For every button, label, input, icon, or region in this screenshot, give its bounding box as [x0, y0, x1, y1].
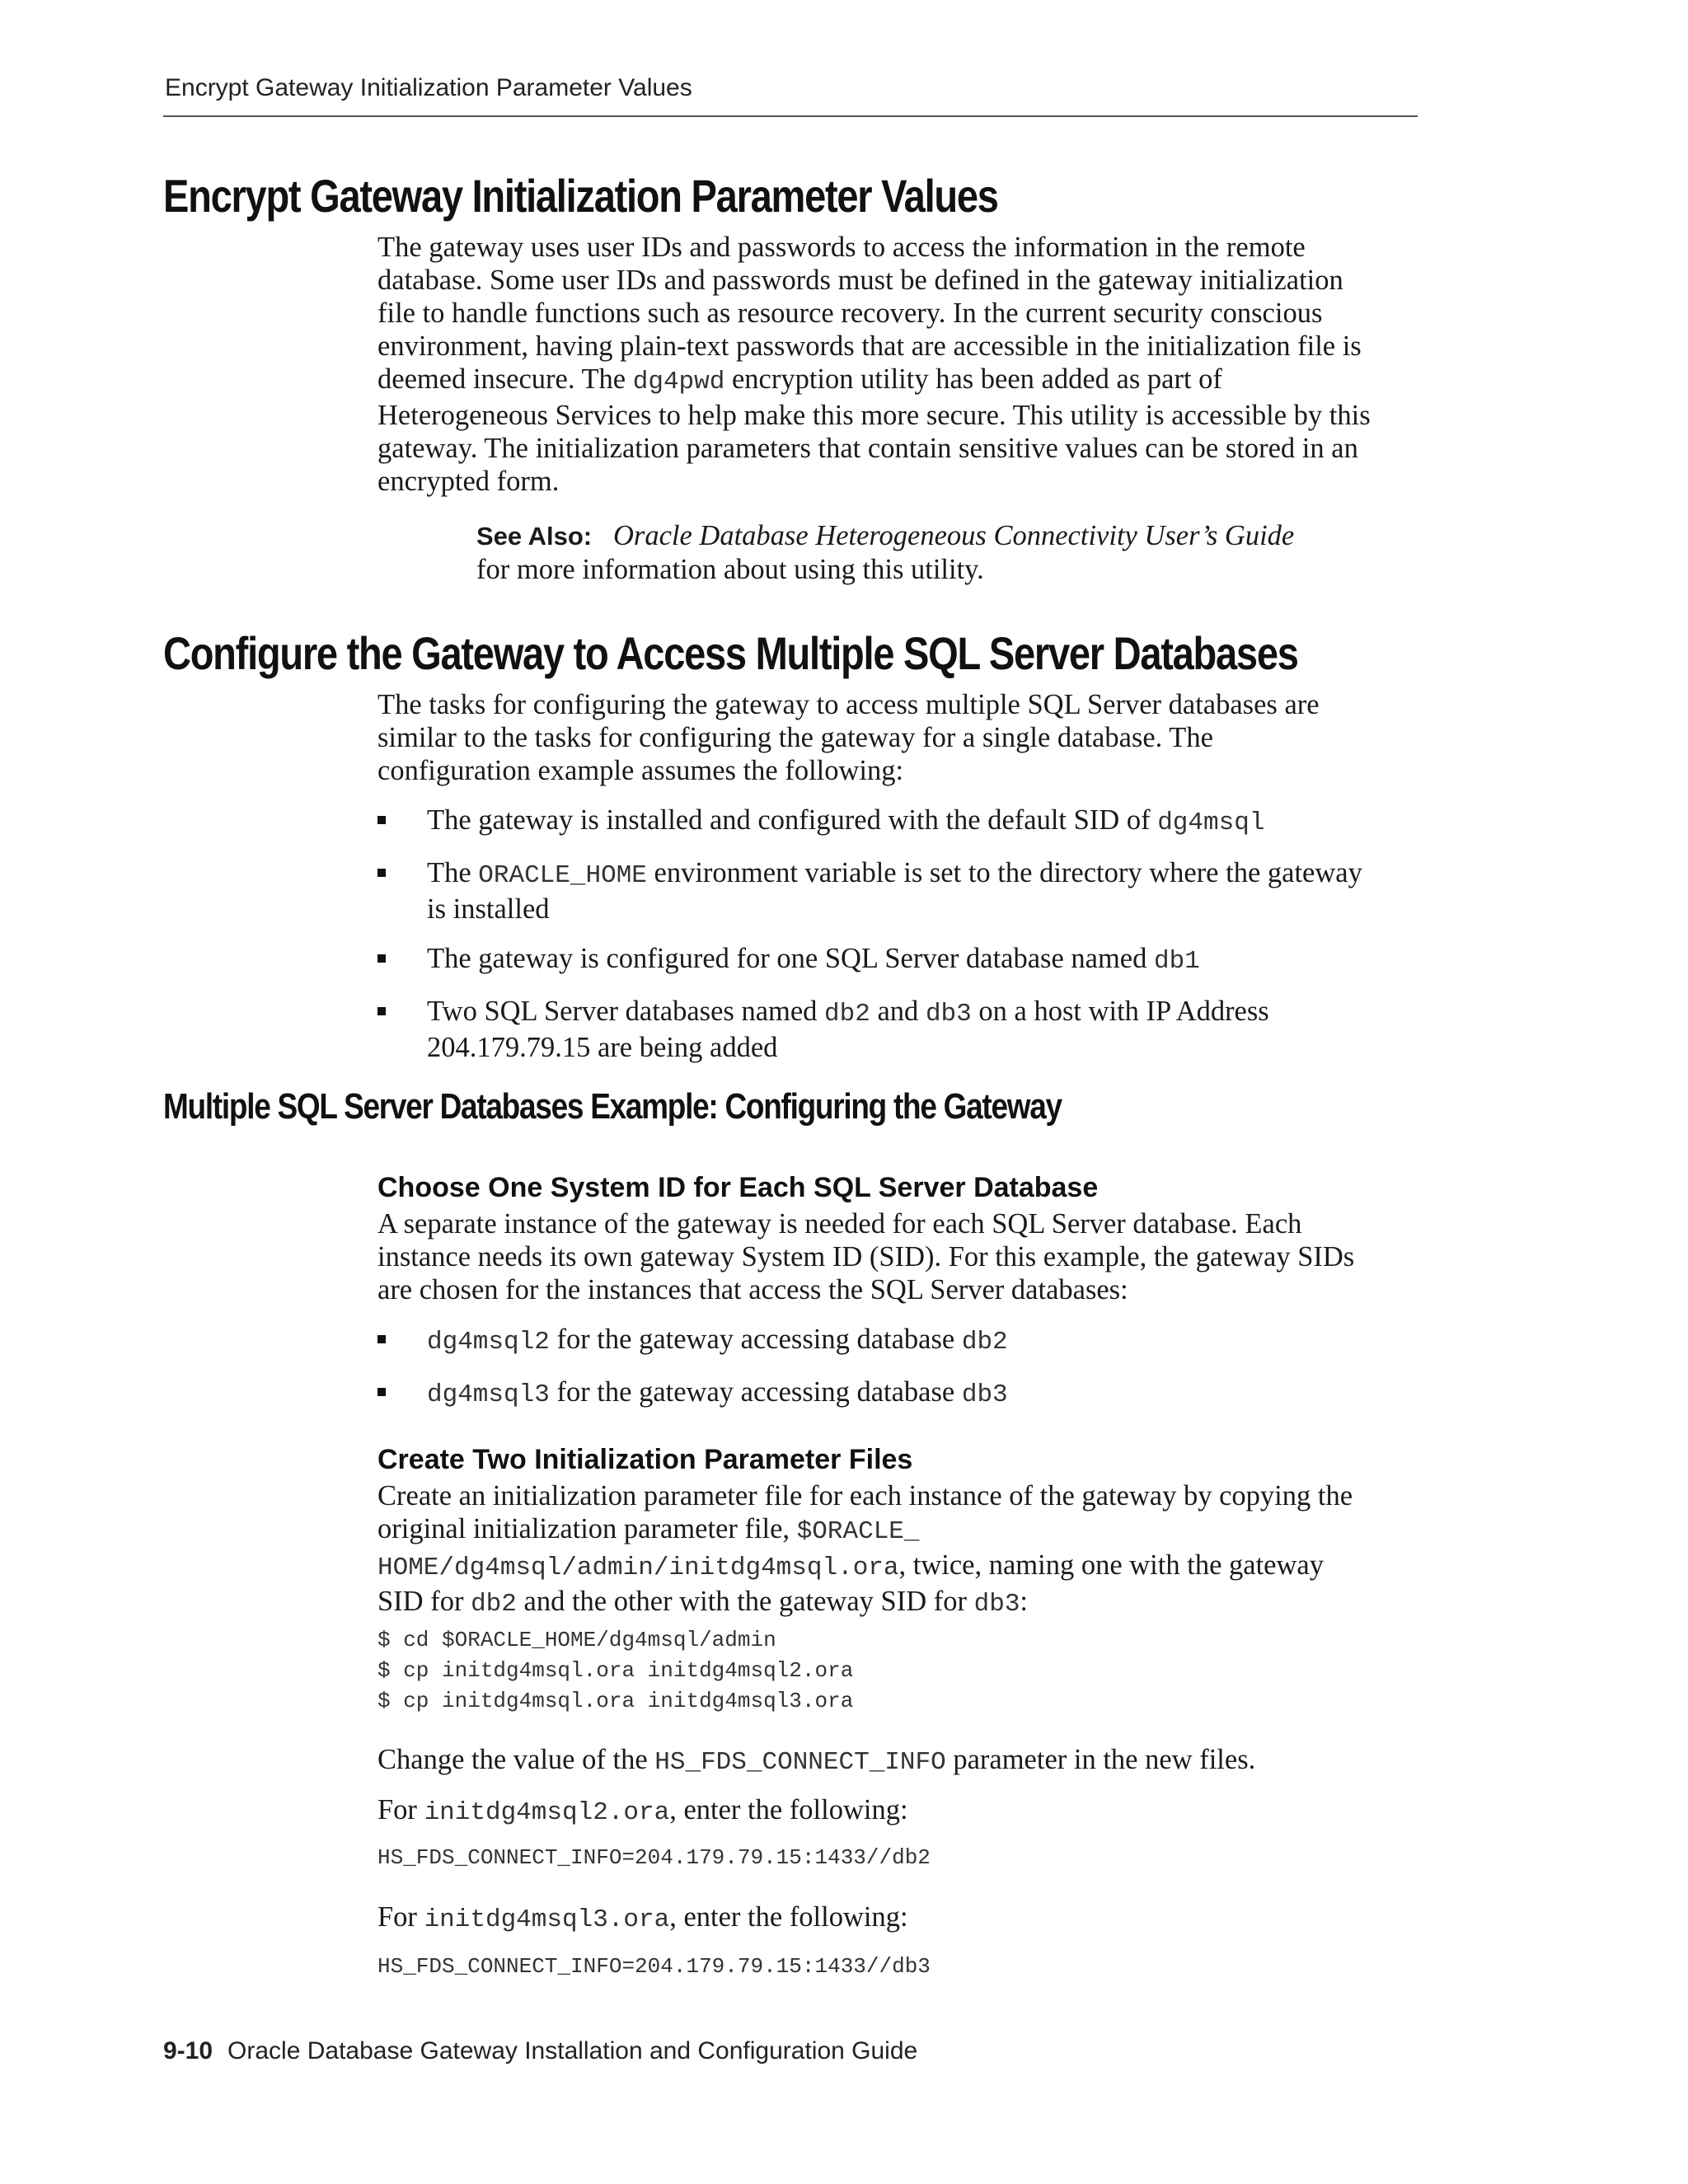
list-item: dg4msql3 for the gateway accessing database db3 — [377, 1376, 1008, 1412]
list-item: The gateway is installed and configured with the default SID of dg4msql — [377, 804, 1362, 840]
page-footer — [163, 2037, 917, 2065]
header-rule — [163, 115, 1418, 117]
section-heading-encrypt: Encrypt Gateway Initialization Parameter Values — [163, 170, 998, 222]
subheading-choose-sid: Choose One System ID for Each SQL Server Database — [377, 1172, 1099, 1203]
for-initdg4msql3-paragraph: For initdg4msql3.ora, enter the following: — [377, 1901, 908, 1934]
section-heading-example: Multiple SQL Server Databases Example: Configuring the Gateway — [163, 1086, 1062, 1127]
bullet-icon — [377, 869, 386, 877]
encrypt-paragraph: The gateway uses user IDs and passwords to access the information in the remote database. Some user IDs and passwords must be defined in the gateway initialization file to handle functions such as resource recovery. In the current security conscious environment, having plain-text passwords that are accessible in the initialization file is deemed insecure. The dg4pwd encryption utility has been added as part of Heterogeneous Services to help make this more secure. This utility is accessible by this gateway. The initialization parameters that contain sensitive values can be stored in an encrypted form. — [377, 232, 1371, 497]
sid-list — [377, 1323, 1008, 1412]
list-item: Two SQL Server databases named db2 and db3 on a host with IP Address 204.179.79.15 are being added — [377, 995, 1362, 1064]
list-item: The ORACLE_HOME environment variable is set to the directory where the gateway is installed — [377, 856, 1362, 926]
bullet-icon — [377, 954, 386, 963]
configure-paragraph: The tasks for configuring the gateway to access multiple SQL Server databases are similar to the tasks for configuring the gateway for a single database. The configuration example assumes the following: — [377, 689, 1320, 786]
bullet-icon — [377, 1335, 386, 1343]
assumptions-list — [377, 804, 1362, 1064]
see-also-book-link[interactable]: Oracle Database Heterogeneous Connectivity User’s Guide — [613, 520, 1295, 551]
copy-commands-code-block: $ cd $ORACLE_HOME/dg4msql/admin $ cp initdg4msql.ora initdg4msql2.ora $ cp initdg4msql.ora initdg4msql3.ora — [377, 1628, 854, 1713]
subheading-create-files: Create Two Initialization Parameter Files — [377, 1444, 913, 1475]
create-files-paragraph: Create an initialization parameter file for each instance of the gateway by copying the original initialization parameter file, $ORACLE_ HOME/dg4msql/admin/initdg4msql.ora, twice, naming one with the gateway SID for db2 and the other with the gateway SID for db3: — [377, 1480, 1353, 1619]
inline-code-dg4pwd: dg4pwd — [632, 368, 725, 396]
section-heading-configure-multiple: Configure the Gateway to Access Multiple SQL Server Databases — [163, 627, 1298, 679]
book-title: Oracle Database Gateway Installation and Configuration Guide — [227, 2037, 918, 2064]
running-header: Encrypt Gateway Initialization Parameter Values — [165, 74, 692, 101]
choose-sid-paragraph: A separate instance of the gateway is needed for each SQL Server database. Each instance needs its own gateway System ID (SID). For this example, the gateway SIDs are chosen for the instances that access the SQL Server databases: — [377, 1208, 1355, 1305]
bullet-icon — [377, 1007, 386, 1015]
list-item: The gateway is configured for one SQL Server database named db1 — [377, 942, 1362, 978]
see-also-note: See Also: Oracle Database Heterogeneous Connectivity User’s Guide for more information about using this utility. — [476, 520, 1295, 585]
bullet-icon — [377, 816, 386, 824]
page-number: 9-10 — [163, 2037, 213, 2064]
change-value-paragraph: Change the value of the HS_FDS_CONNECT_INFO parameter in the new files. — [377, 1744, 1256, 1777]
see-also-label: See Also: — [476, 522, 593, 551]
list-item: dg4msql2 for the gateway accessing database db2 — [377, 1323, 1008, 1359]
for-initdg4msql2-paragraph: For initdg4msql2.ora, enter the following: — [377, 1794, 908, 1827]
connect-info-db2-code: HS_FDS_CONNECT_INFO=204.179.79.15:1433//db2 — [377, 1845, 931, 1870]
bullet-icon — [377, 1388, 386, 1396]
connect-info-db3-code: HS_FDS_CONNECT_INFO=204.179.79.15:1433//db3 — [377, 1954, 931, 1979]
